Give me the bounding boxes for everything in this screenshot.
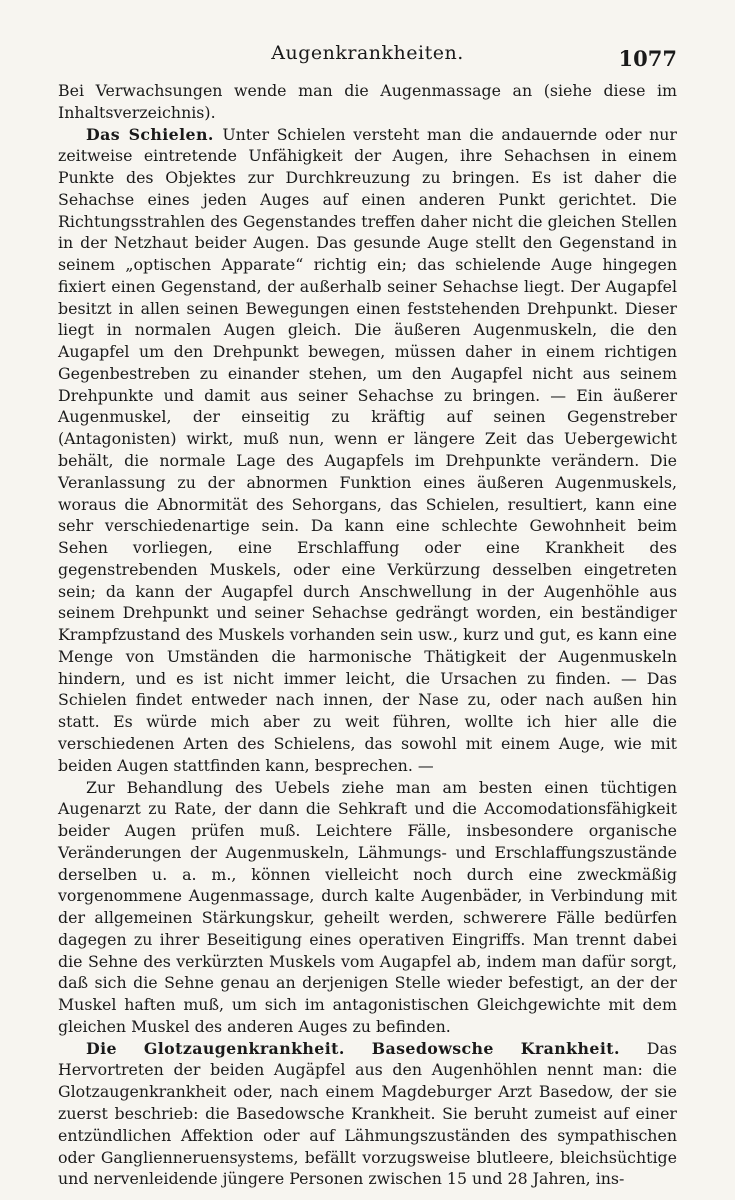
section-heading-glotzaugen: Die Glotzaugenkrankheit. Basedowsche Krankheit. bbox=[86, 1038, 647, 1058]
paragraph-glotzaugen bbox=[58, 1038, 677, 1190]
paragraph-behandlung bbox=[58, 777, 677, 1038]
paragraph-text: Zur Behandlung des Uebels ziehe man am besten einen tüchtigen Augenarzt zu Rate, der dann die Sehkraft und die Accomodationsfähigkeit beider Augen prüfen muß. Leichtere Fälle, insbesondere organische Veränderungen der Augenmuskeln, Lähmungs- und Erschlaffungszustände derselben u. a. m., können vielleicht noch durch eine zweckmäßig vorgenommene Augenmassage, durch kalte Augenbäder, in Verbindung mit der allgemeinen Stärkungskur, geheilt werden, schwerere Fälle bedürfen dagegen zu ihrer Beseitigung eines operativen Eingriffs. Man trennt dabei die Sehne des verkürzten Muskels vom Augapfel ab, indem man dafür sorgt, daß sich die Sehne genau an derjenigen Stelle wieder befestigt, an der der Muskel haften muß, um sich im antagonistischen Gleichgewichte mit dem gleichen Muskel des anderen Auges zu befinden. bbox=[58, 777, 677, 1036]
paragraph-schielen bbox=[58, 124, 677, 777]
paragraph-text: Das Hervortreten der beiden Augäpfel aus den Augenhöhlen nennt man: die Glotzaugenkrankheit oder, nach einem Magdeburger Arzt Basedow, der sie zuerst beschrieb: die Basedowsche Krankheit. Sie beruht zumeist auf einer entzündlichen Affektion oder auf Lähmungszuständen des sympathischen oder Ganglienneruensystems, befällt vorzugsweise blutleere, bleichsüchtige und nervenleidende jüngere Personen zwischen 15 und 28 Jahren, ins- bbox=[58, 1038, 677, 1189]
paragraph-text: Unter Schielen versteht man die andauernde oder nur zeitweise eintretende Unfähigkeit der Augen, ihre Sehachsen in einem Punkte des Objektes zur Durchkreuzung zu bringen. Es ist daher die Sehachse eines jeden Auges auf einen anderen Punkt gerichtet. Die Richtungsstrahlen des Gegenstandes treffen daher nicht die gleichen Stellen in der Netzhaut beider Augen. Das gesunde Auge stellt den Gegenstand in seinem „optischen Apparate“ richtig ein; das schielende Auge hingegen fixiert einen Gegenstand, der außerhalb seiner Sehachse liegt. Der Augapfel besitzt in allen seinen Bewegungen einen feststehenden Drehpunkt. Dieser liegt in normalen Augen gleich. Die äußeren Augenmuskeln, die den Augapfel um den Drehpunkt bewegen, müssen daher in einem richtigen Gegenbestreben zu einander stehen, um den Augapfel nicht aus seinem Drehpunkte und damit aus seiner Sehachse zu bringen. — Ein äußerer Augenmuskel, der einseitig zu kräftig auf seinen Gegenstreber (Antagonisten) wirkt, muß nun, wenn er längere Zeit das Uebergewicht behält, die normale Lage des Augapfels im Drehpunkte verändern. Die Veranlassung zu der abnormen Funktion eines äußeren Augenmuskels, woraus die Abnormität des Sehorgans, das Schielen, resultiert, kann eine sehr verschiedenartige sein. Da kann eine schlechte Gewohnheit beim Sehen vorliegen, eine Erschlaffung oder eine Krankheit des gegenstrebenden Muskels, oder eine Verkürzung desselben eingetreten sein; da kann der Augapfel durch Anschwellung in der Augenhöhle aus seinem Drehpunkt und seiner Sehachse gedrängt worden, ein beständiger Krampfzustand des Muskels vorhanden sein usw., kurz und gut, es kann eine Menge von Umständen die harmonische Thätigkeit der Augenmuskeln hindern, und es ist nicht immer leicht, die Ursachen zu finden. — Das Schielen findet entweder nach innen, der Nase zu, oder nach außen hin statt. Es würde mich aber zu weit führen, wollte ich hier alle die verschiedenen Arten des Schielens, das sowohl mit einem Auge, wie mit beiden Augen stattfinden kann, besprechen. — bbox=[58, 124, 677, 775]
body-text bbox=[58, 80, 677, 1190]
running-title: Augenkrankheiten. bbox=[271, 42, 464, 64]
running-header bbox=[58, 42, 677, 72]
paragraph-text: Bei Verwachsungen wende man die Augenmassage an (siehe diese im Inhaltsverzeichnis). bbox=[58, 81, 677, 122]
paragraph-verwachsungen bbox=[58, 80, 677, 124]
page-number: 1077 bbox=[618, 46, 677, 71]
section-heading-schielen: Das Schielen. bbox=[86, 124, 223, 144]
